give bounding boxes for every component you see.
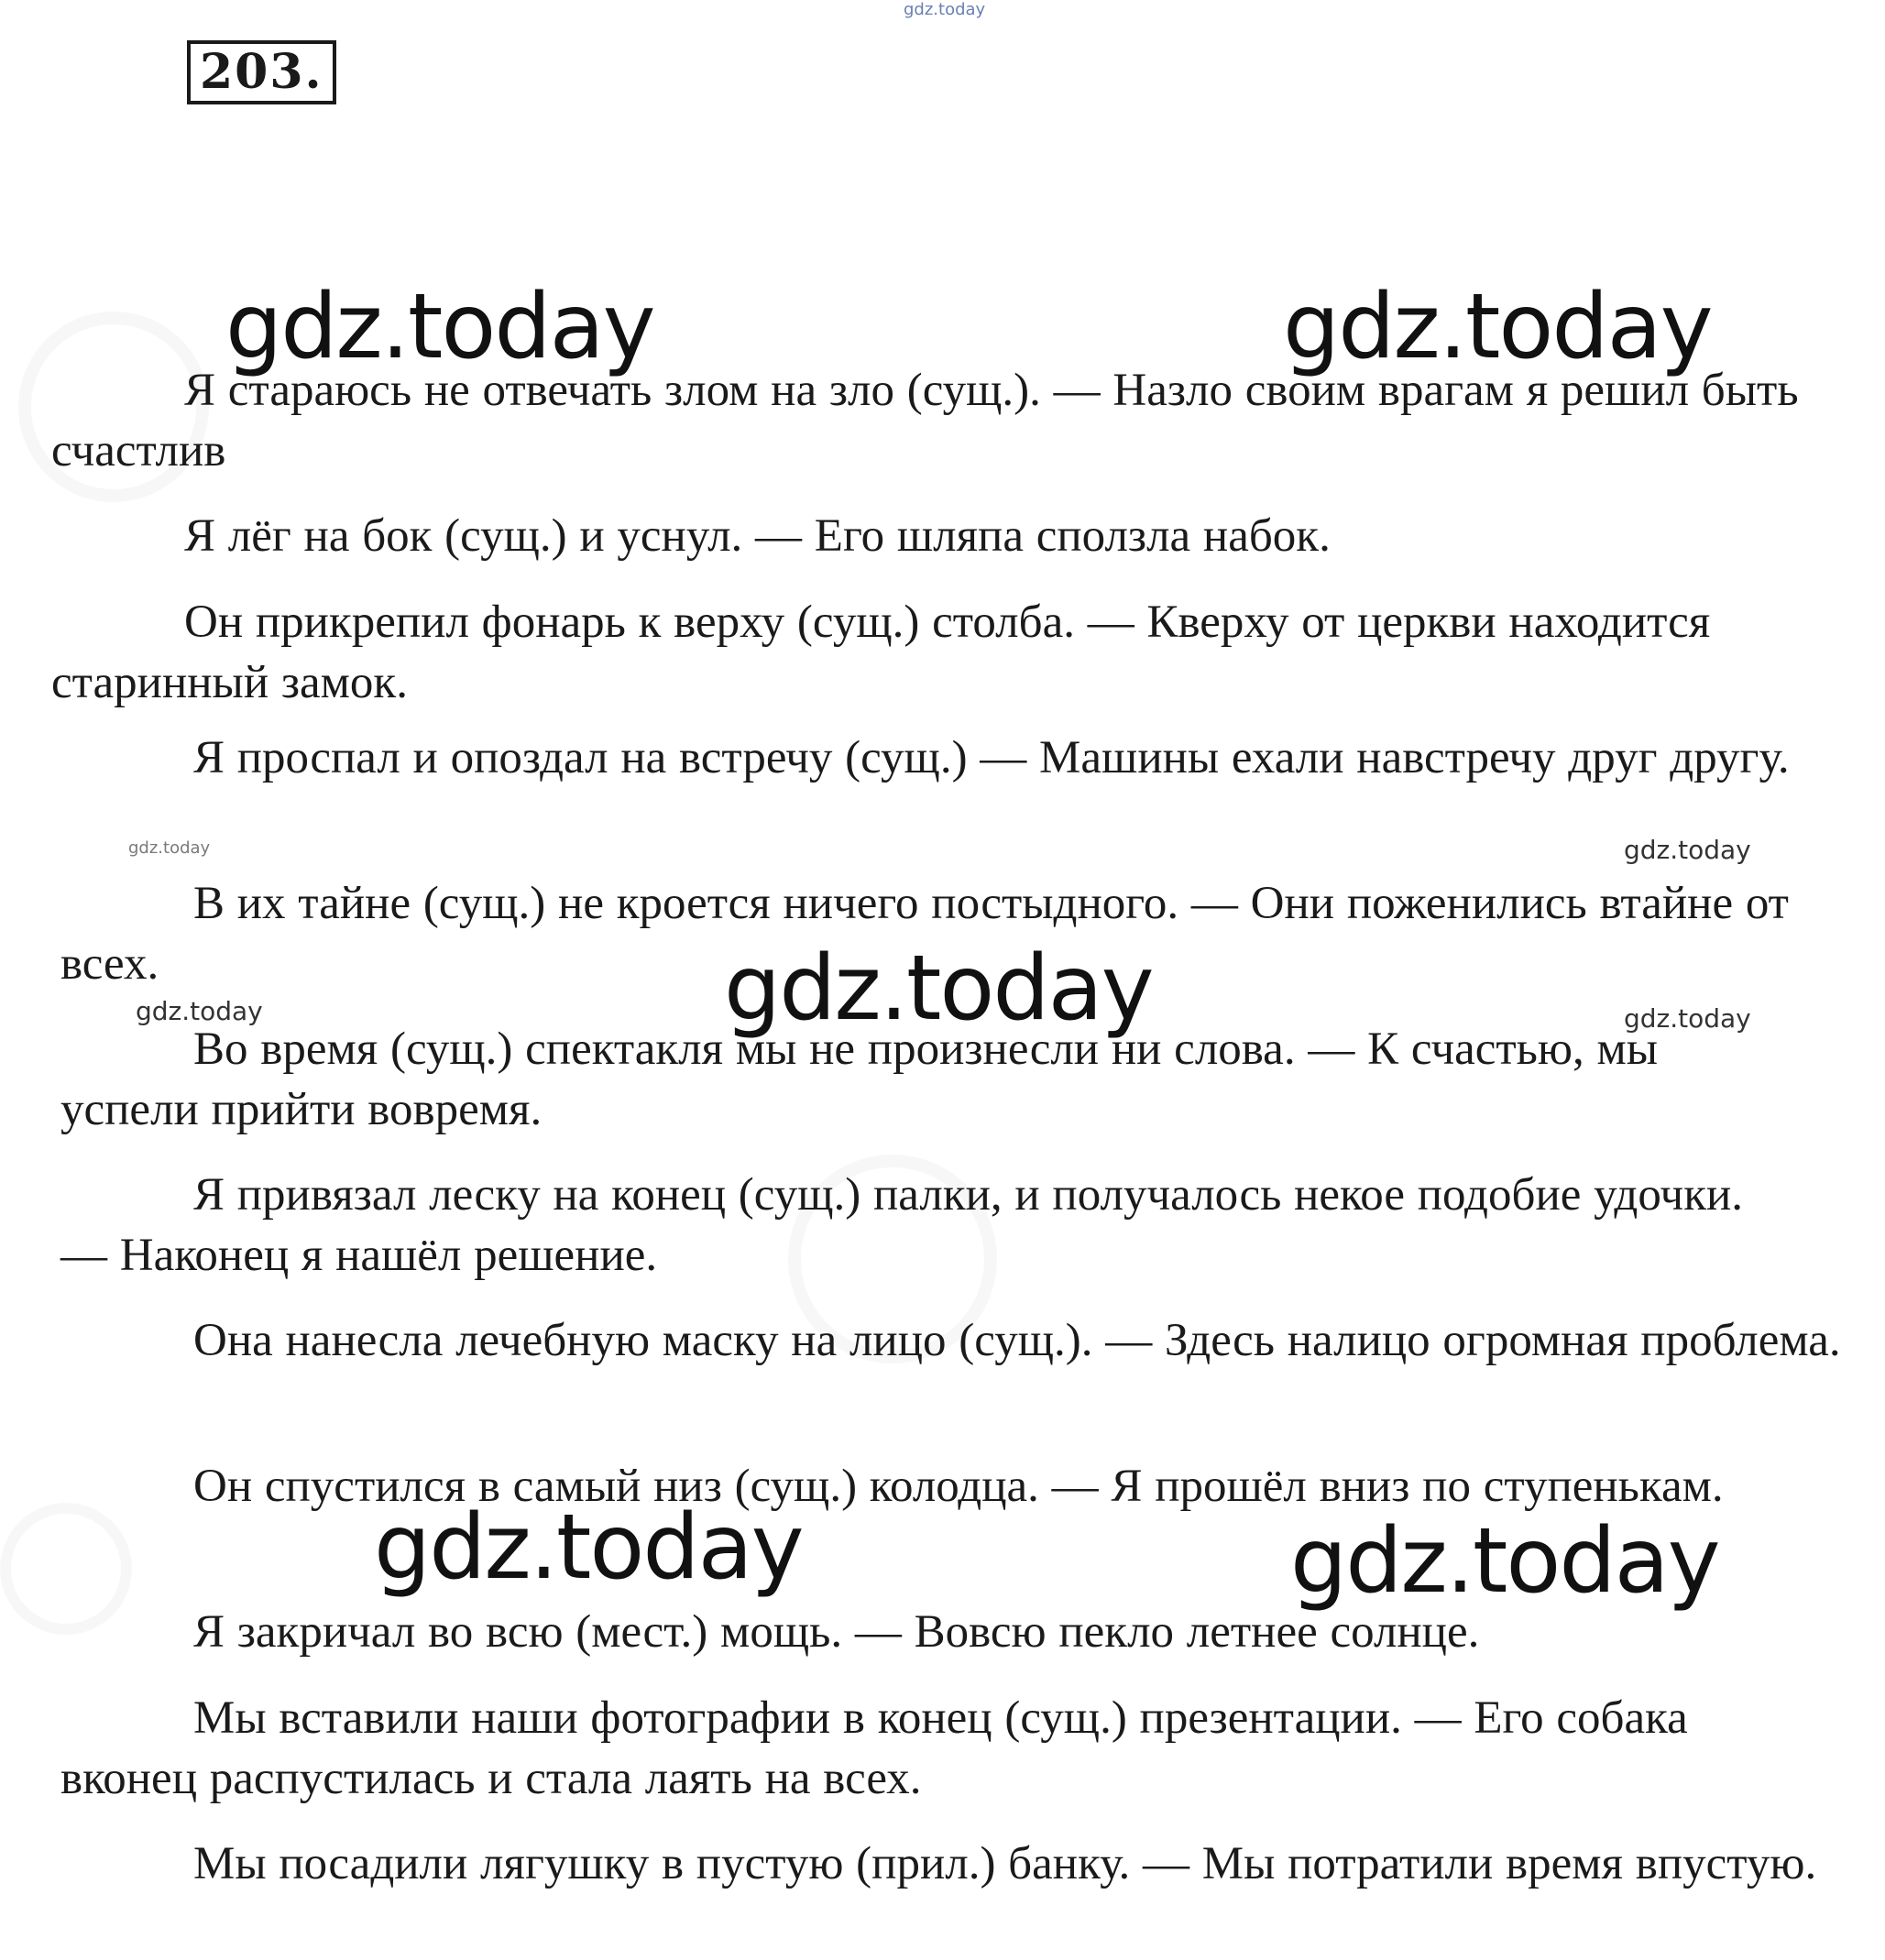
watermark-large: gdz.today xyxy=(225,275,654,379)
sentence-pair: Мы вставили наши фотографии в конец (сущ.) презентации. — Его собака вконец распустилась и стала лаять на всех. xyxy=(60,1692,1688,1804)
sentence-pair: Во время (сущ.) спектакля мы не произнесли ни слова. — К счастью, мы успели прийти вовремя. xyxy=(60,1024,1659,1135)
watermark-large: gdz.today xyxy=(1283,275,1712,379)
watermark-large: gdz.today xyxy=(374,1495,803,1600)
sentence-pair: Она нанесла лечебную маску на лицо (сущ.). — Здесь налицо огромная проблема. xyxy=(193,1315,1841,1366)
watermark-small: gdz.today xyxy=(1624,835,1751,865)
sentence-pair: Я лёг на бок (сущ.) и уснул. — Его шляпа сползла набок. xyxy=(184,510,1331,562)
sentence-pair: Я закричал во всю (мест.) мощь. — Вовсю пекло летнее солнце. xyxy=(193,1606,1480,1658)
watermark-large: gdz.today xyxy=(1290,1509,1719,1614)
watermark-tiny: gdz.today xyxy=(128,838,211,858)
sentence-pair: Я стараюсь не отвечать злом на зло (сущ.). — Назло своим врагам я решил быть счастлив xyxy=(51,365,1799,476)
sentence-pair: Я привязал леску на конец (сущ.) палки, и получалось некое подобие удочки. — Наконец я нашёл решение. xyxy=(60,1169,1744,1281)
watermark-small: gdz.today xyxy=(136,996,263,1026)
watermark-small: gdz.today xyxy=(1624,1003,1751,1034)
watermark-top: gdz.today xyxy=(904,0,986,19)
sentence-pair: В их тайне (сущ.) не кроется ничего постыдного. — Они поженились втайне от всех. xyxy=(60,878,1789,990)
sentence-pair: Мы посадили лягушку в пустую (прил.) банку. — Мы потратили время впустую. xyxy=(193,1838,1817,1889)
watermark-large: gdz.today xyxy=(724,936,1153,1041)
sentence-pair: Я проспал и опоздал на встречу (сущ.) — Машины ехали навстречу друг другу. xyxy=(193,732,1790,783)
sentence-pair: Он прикрепил фонарь к верху (сущ.) столба. — Кверху от церкви находится старинный замок. xyxy=(51,597,1711,708)
sentence-pair: Он спустился в самый низ (сущ.) колодца. — Я прошёл вниз по ступенькам. xyxy=(193,1461,1724,1512)
exercise-number: 203. xyxy=(187,40,336,104)
